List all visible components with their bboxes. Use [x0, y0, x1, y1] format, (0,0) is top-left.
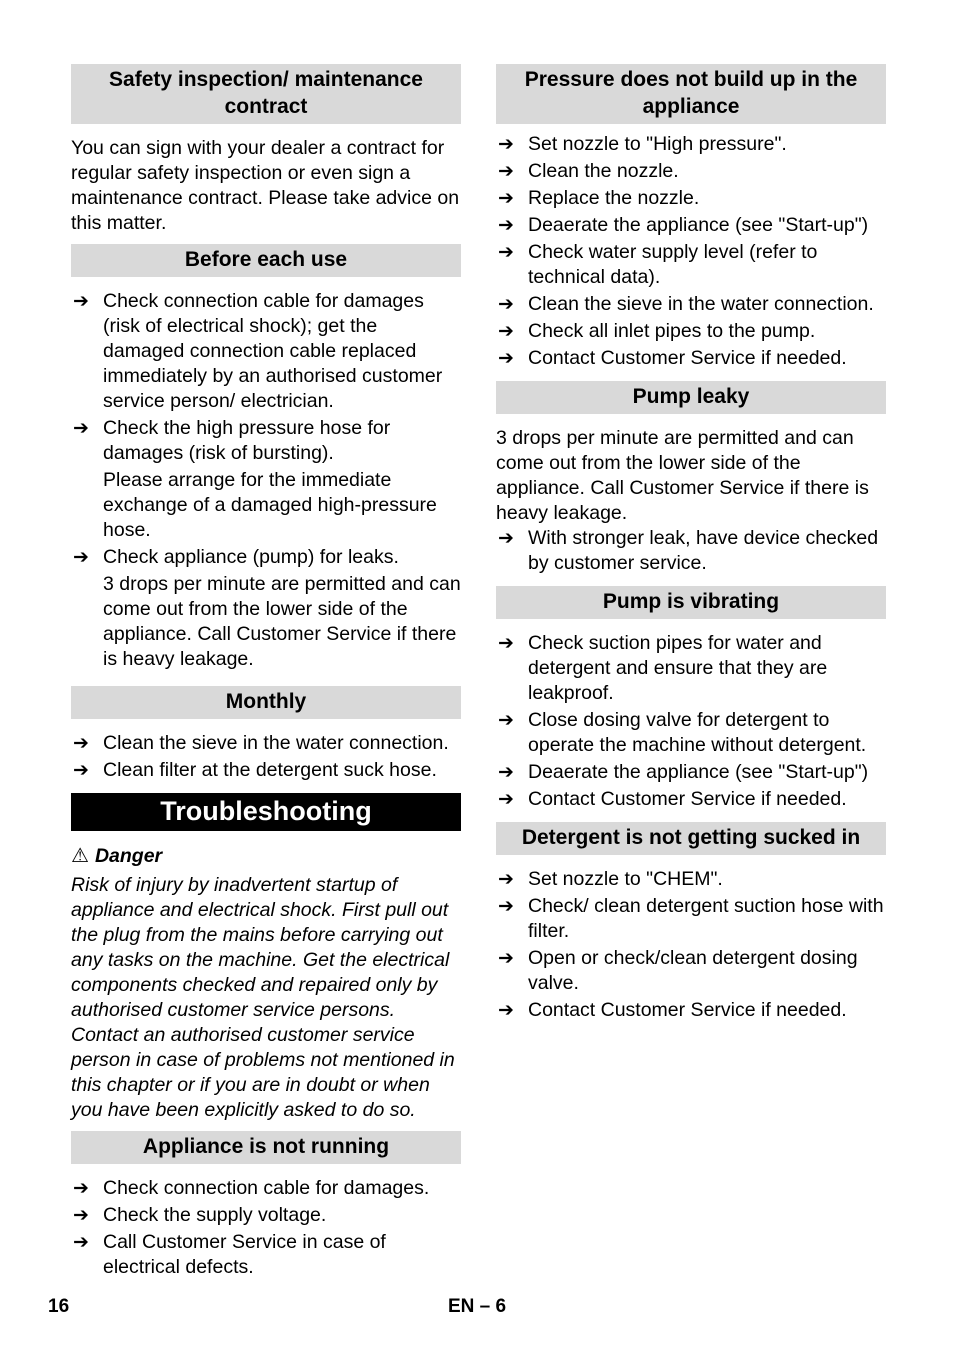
section-heading-pump-leaky: Pump leaky: [496, 381, 886, 414]
arrow-icon: ➔: [498, 895, 514, 917]
section-heading-detergent: Detergent is not getting sucked in: [496, 822, 886, 855]
section-heading-pump-vibrating: Pump is vibrating: [496, 586, 886, 619]
list-item: ➔ Check appliance (pump) for leaks. 3 drops per minute are permitted and can come out from the lower side of the appliance. Call Customer Service if there is heavy leakage.: [73, 546, 461, 670]
danger-paragraph: Risk of injury by inadvertent startup of appliance and electrical shock. First pull out the plug from the mains before carrying out any tasks on the machine. Get the electrical components checked and repaired only by authorised customer service persons. Contact an authorised customer service person in case of problems not mentioned in this chapter or if you are in doubt or when you have been explicitly asked to do so.: [71, 874, 455, 1121]
safety-paragraph: You can sign with your dealer a contract for regular safety inspection or even sign a maintenance contract. Please take advice on this matter.: [71, 137, 460, 234]
before-use-list: [71, 289, 461, 672]
left-column: [71, 64, 461, 1282]
monthly-list: [71, 731, 461, 783]
pressure-list: [496, 132, 886, 371]
detergent-list: [496, 867, 886, 1023]
list-item: ➔ Check suction pipes for water and detergent and ensure that they are leakproof.: [498, 632, 828, 704]
list-item: ➔ Contact Customer Service if needed.: [498, 347, 847, 369]
arrow-icon: ➔: [73, 759, 89, 781]
arrow-icon: ➔: [73, 546, 89, 568]
section-heading-safety: Safety inspection/ maintenance contract: [71, 64, 461, 124]
arrow-icon: ➔: [498, 133, 514, 155]
list-item: ➔ Check the supply voltage.: [73, 1204, 327, 1226]
list-item-note: Please arrange for the immediate exchange of a damaged high-pressure hose.: [103, 469, 437, 541]
page-number: 16: [48, 1296, 70, 1317]
arrow-icon: ➔: [73, 1204, 89, 1226]
arrow-icon: ➔: [73, 290, 89, 312]
arrow-icon: ➔: [73, 1231, 89, 1253]
section-heading-monthly: Monthly: [71, 686, 461, 719]
list-item: ➔ Check the high pressure hose for damages (risk of bursting). Please arrange for the immediate exchange of a damaged high-pressure hose.: [71, 416, 461, 543]
list-item: ➔ Check/ clean detergent suction hose with filter.: [498, 895, 884, 942]
arrow-icon: ➔: [498, 709, 514, 731]
list-item: ➔ Clean the sieve in the water connection.: [73, 732, 449, 754]
list-item: ➔ Close dosing valve for detergent to operate the machine without detergent.: [498, 709, 867, 756]
arrow-icon: ➔: [73, 417, 89, 439]
pump-leaky-paragraph: 3 drops per minute are permitted and can come out from the lower side of the appliance. Call Customer Service if there is heavy leakage.: [496, 427, 869, 524]
arrow-icon: ➔: [498, 241, 514, 263]
section-heading-before-use: Before each use: [71, 244, 461, 277]
list-item: ➔ Set nozzle to "CHEM".: [498, 868, 723, 890]
arrow-icon: ➔: [498, 527, 514, 549]
list-item-note: 3 drops per minute are permitted and can come out from the lower side of the appliance. Call Customer Service if there is heavy leakage.: [103, 573, 461, 670]
list-item: ➔ With stronger leak, have device checked by customer service.: [498, 527, 879, 574]
arrow-icon: ➔: [498, 320, 514, 342]
arrow-icon: ➔: [498, 293, 514, 315]
list-item: ➔ Replace the nozzle.: [498, 187, 700, 209]
list-item: ➔ Clean filter at the detergent suck hose.: [73, 759, 437, 781]
list-item: ➔ Deaerate the appliance (see "Start-up"): [498, 761, 869, 783]
arrow-icon: ➔: [498, 868, 514, 890]
right-column: [496, 64, 886, 1025]
list-item: ➔ Contact Customer Service if needed.: [498, 788, 847, 810]
language-page-label: EN – 6: [448, 1296, 507, 1317]
danger-heading: ⚠ Danger: [71, 843, 163, 867]
list-item: ➔ Check connection cable for damages.: [73, 1177, 430, 1199]
pump-leaky-list: [496, 526, 886, 576]
arrow-icon: ➔: [498, 761, 514, 783]
arrow-icon: ➔: [73, 732, 89, 754]
section-heading-not-running: Appliance is not running: [71, 1131, 461, 1164]
pump-vibrating-list: [496, 631, 886, 812]
warning-triangle-icon: ⚠: [71, 843, 89, 867]
arrow-icon: ➔: [498, 999, 514, 1021]
not-running-list: [71, 1176, 461, 1280]
troubleshooting-heading: Troubleshooting: [71, 793, 461, 831]
list-item: ➔ Deaerate the appliance (see "Start-up"): [498, 214, 869, 236]
arrow-icon: ➔: [498, 187, 514, 209]
section-heading-pressure: Pressure does not build up in the appliance: [496, 64, 886, 124]
list-item: ➔ Contact Customer Service if needed.: [498, 999, 847, 1021]
list-item: ➔ Clean the sieve in the water connection.: [498, 293, 874, 315]
list-item: ➔ Check water supply level (refer to technical data).: [498, 241, 818, 288]
arrow-icon: ➔: [498, 788, 514, 810]
list-item: ➔ Call Customer Service in case of electrical defects.: [73, 1231, 386, 1278]
list-item: ➔ Check connection cable for damages (risk of electrical shock); get the damaged connection cable replaced immediately by an authorised customer service person/ electrician.: [73, 290, 443, 412]
list-item: ➔ Open or check/clean detergent dosing valve.: [498, 947, 858, 994]
arrow-icon: ➔: [498, 160, 514, 182]
arrow-icon: ➔: [498, 632, 514, 654]
list-item: ➔ Check all inlet pipes to the pump.: [498, 320, 816, 342]
list-item: ➔ Clean the nozzle.: [498, 160, 679, 182]
list-item: ➔ Set nozzle to "High pressure".: [498, 133, 787, 155]
arrow-icon: ➔: [498, 214, 514, 236]
arrow-icon: ➔: [498, 347, 514, 369]
arrow-icon: ➔: [73, 1177, 89, 1199]
arrow-icon: ➔: [498, 947, 514, 969]
